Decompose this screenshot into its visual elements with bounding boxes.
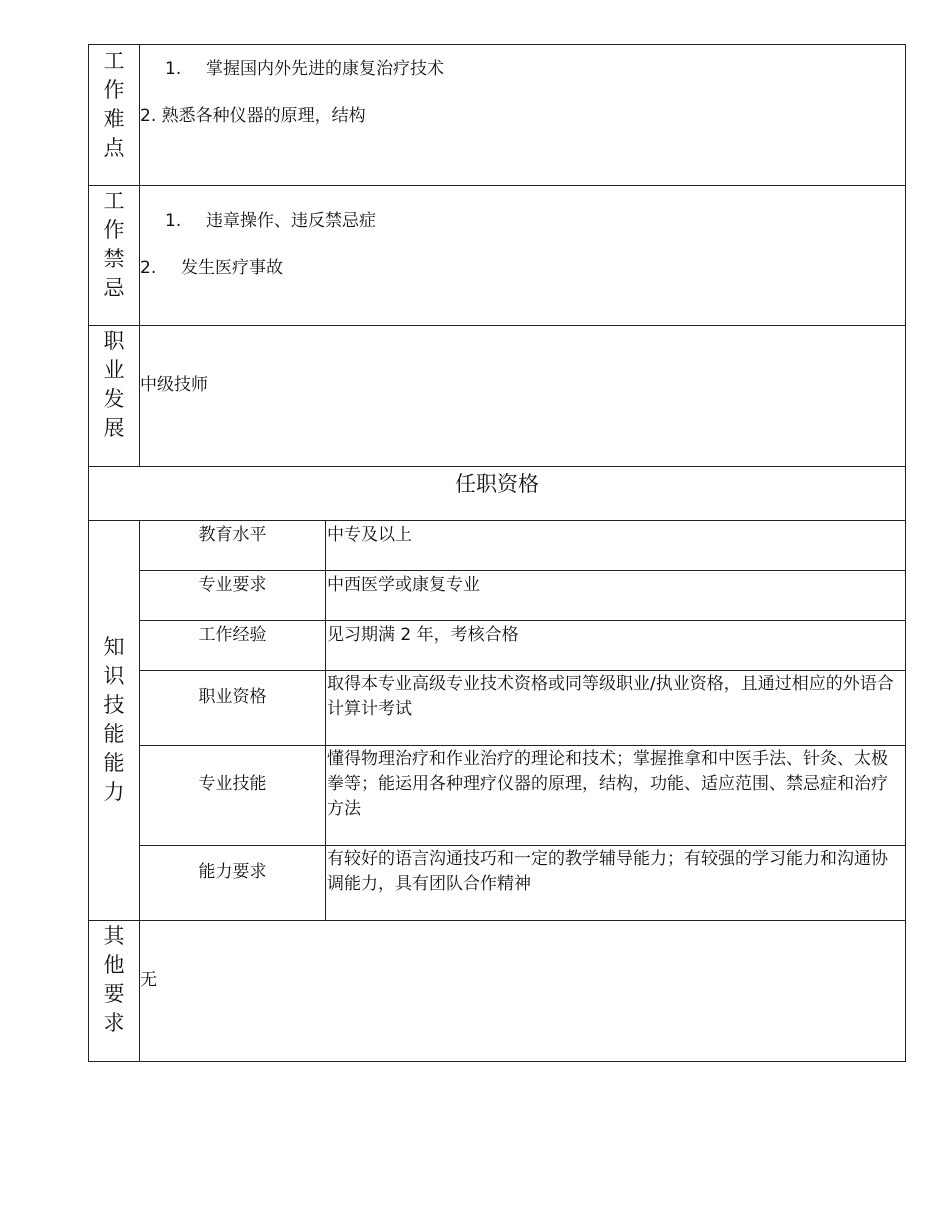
qualification-name: 能力要求 bbox=[140, 846, 326, 921]
section-work-difficulty bbox=[88, 44, 906, 186]
label-char: 他 bbox=[103, 953, 125, 977]
qualification-value: 中西医学或康复专业 bbox=[327, 575, 480, 595]
section-other-requirements bbox=[88, 920, 906, 1062]
label-char: 业 bbox=[103, 358, 125, 382]
section-knowledge-skills bbox=[88, 520, 906, 921]
qualification-value: 取得本专业高级专业技术资格或同等级职业/执业资格，且通过相应的外语合计算计考试 bbox=[327, 674, 894, 719]
qualification-name: 专业要求 bbox=[140, 571, 326, 621]
label-char: 要 bbox=[103, 982, 125, 1006]
qualification-row bbox=[140, 745, 905, 846]
label-char: 工 bbox=[103, 189, 125, 213]
qualification-name: 职业资格 bbox=[140, 671, 326, 746]
content-work-difficulty bbox=[140, 45, 905, 185]
difficulty-item-1: 掌握国内外先进的康复治疗技术 bbox=[206, 59, 444, 79]
label-char: 职 bbox=[103, 329, 125, 353]
difficulty-item-2: 2. 熟悉各种仪器的原理，结构 bbox=[140, 106, 366, 126]
label-char: 技 bbox=[103, 693, 125, 717]
taboo-item-1: 违章操作、违反禁忌症 bbox=[206, 211, 376, 231]
section-work-taboo bbox=[88, 185, 906, 326]
label-knowledge-skills bbox=[89, 520, 140, 920]
label-char: 求 bbox=[103, 1011, 125, 1035]
label-char: 展 bbox=[103, 416, 125, 440]
section-qualification-header bbox=[88, 466, 906, 521]
label-char: 忌 bbox=[103, 276, 125, 300]
item-number: 2. bbox=[140, 258, 157, 278]
qualification-title: 任职资格 bbox=[455, 472, 539, 496]
qualification-name: 工作经验 bbox=[140, 621, 326, 671]
label-char: 知 bbox=[103, 635, 125, 659]
label-char: 作 bbox=[103, 218, 125, 242]
label-char: 禁 bbox=[103, 247, 125, 271]
label-char: 能 bbox=[103, 722, 125, 746]
label-char: 识 bbox=[103, 664, 125, 688]
label-char: 作 bbox=[103, 78, 125, 102]
label-other-requirements bbox=[89, 920, 140, 1061]
label-char: 点 bbox=[103, 136, 125, 160]
label-char: 发 bbox=[103, 387, 125, 411]
label-char: 工 bbox=[103, 49, 125, 73]
label-char: 难 bbox=[103, 107, 125, 131]
item-number: 1. bbox=[165, 59, 182, 79]
qualification-row bbox=[140, 570, 905, 621]
qualification-name: 专业技能 bbox=[140, 746, 326, 846]
qualification-row bbox=[140, 620, 905, 671]
section-career-development bbox=[88, 325, 906, 467]
qualification-name: 教育水平 bbox=[140, 521, 326, 571]
label-work-taboo bbox=[89, 185, 140, 325]
label-char: 能 bbox=[103, 751, 125, 775]
qualification-row bbox=[140, 845, 905, 921]
label-char: 其 bbox=[103, 924, 125, 948]
qualification-value: 懂得物理治疗和作业治疗的理论和技术；掌握推拿和中医手法、针灸、太极拳等；能运用各种理疗仪器的原理，结构，功能、适应范围、禁忌症和治疗方法 bbox=[327, 749, 888, 819]
content-work-taboo bbox=[140, 185, 905, 325]
label-career-development bbox=[89, 325, 140, 466]
content-other-requirements bbox=[140, 920, 905, 1061]
label-work-difficulty bbox=[89, 45, 140, 185]
label-char: 力 bbox=[103, 780, 125, 804]
qualification-value: 见习期满 2 年，考核合格 bbox=[327, 625, 519, 645]
other-text: 无 bbox=[140, 970, 157, 990]
content-career-development bbox=[140, 325, 905, 466]
qualification-row bbox=[140, 670, 905, 746]
item-number: 1. bbox=[165, 211, 182, 231]
career-text: 中级技师 bbox=[140, 375, 208, 395]
qualification-row bbox=[140, 520, 905, 571]
taboo-item-2: 发生医疗事故 bbox=[181, 258, 283, 278]
qualification-value: 中专及以上 bbox=[327, 525, 412, 545]
qualification-value: 有较好的语言沟通技巧和一定的教学辅导能力；有较强的学习能力和沟通协调能力，具有团队合作精神 bbox=[327, 849, 888, 894]
